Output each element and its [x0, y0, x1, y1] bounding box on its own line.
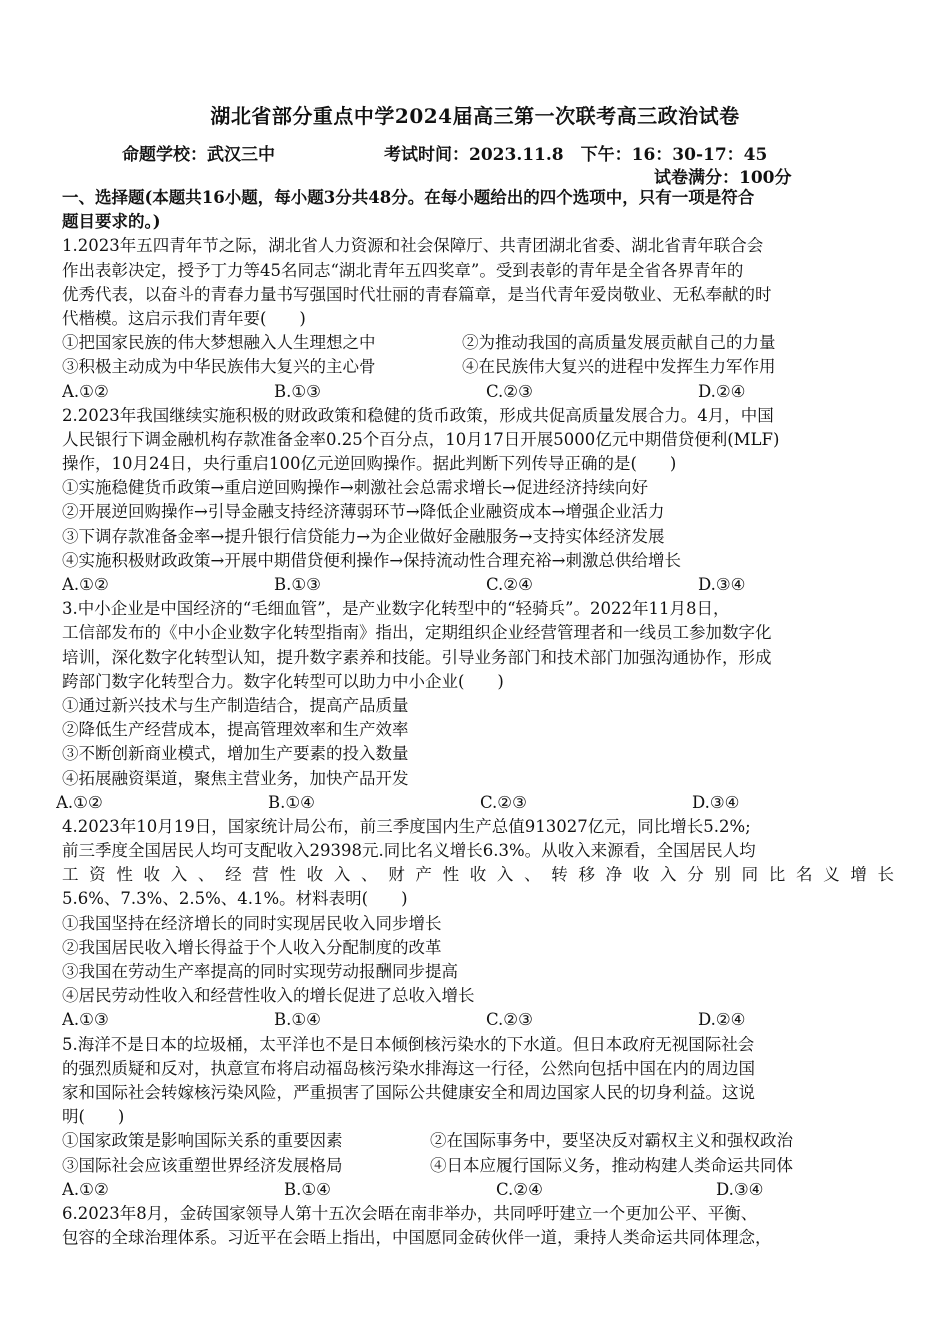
- option-a: A.①②: [62, 575, 109, 594]
- question-6: [62, 1202, 894, 1250]
- exam-content: [56, 186, 894, 1250]
- question-text: 3.中小企业是中国经济的“毛细血管”，是产业数字化转型中的“轻骑兵”。2022年11月8日，: [62, 599, 730, 619]
- statement-4: ④实施积极财政政策→开展中期借贷便利操作→保持流动性合理充裕→刺激总供给增长: [62, 550, 681, 570]
- statement-3: ③我国在劳动生产率提高的同时实现劳动报酬同步提高: [62, 962, 458, 981]
- question-text: 作出表彰决定，授予丁力等45名同志“湖北青年五四奖章”。受到表彰的青年是全省各界青年的: [62, 260, 744, 280]
- exam-score: 试卷满分：100分: [654, 168, 792, 188]
- option-c: C.②④: [486, 575, 533, 594]
- option-a: A.①②: [62, 1179, 109, 1199]
- question-1: [62, 234, 894, 403]
- statement-4: ④日本应履行国际义务，推动构建人类命运共同体: [430, 1155, 793, 1175]
- option-d: D.③④: [698, 575, 746, 594]
- question-2: [62, 404, 894, 598]
- statement-1: ①实施稳健货币政策→重启逆回购操作→刺激社会总需求增长→促进经济持续向好: [62, 478, 648, 498]
- statement-1: ①国家政策是影响国际关系的重要因素: [62, 1131, 343, 1151]
- statement-3: ③下调存款准备金率→提升银行信贷能力→为企业做好金融服务→支持实体经济发展: [62, 526, 665, 546]
- statement-3: ③不断创新商业模式，增加生产要素的投入数量: [62, 744, 409, 764]
- option-a: A.①③: [62, 1010, 109, 1030]
- statement-2: ②我国居民收入增长得益于个人收入分配制度的改革: [62, 937, 442, 957]
- question-text: 优秀代表，以奋斗的青春力量书写强国时代壮丽的青春篇章，是当代青年爱岗敬业、无私奉献的时: [62, 284, 772, 304]
- statement-1: ①通过新兴技术与生产制造结合，提高产品质量: [62, 695, 409, 715]
- option-c: C.②③: [486, 381, 533, 401]
- statement-2: ②在国际事务中，要坚决反对霸权主义和强权政治: [430, 1131, 793, 1151]
- question-text: 家和国际社会转嫁核污染风险，严重损害了国际公共健康安全和周边国家人民的切身利益。这说: [62, 1082, 755, 1102]
- option-a: A.①②: [56, 792, 103, 812]
- statement-4: ④居民劳动性收入和经营性收入的增长促进了总收入增长: [62, 986, 475, 1006]
- option-c: C.②③: [480, 792, 527, 812]
- option-b: B.①③: [274, 575, 321, 594]
- question-text: 6.2023年8月，金砖国家领导人第十五次会晤在南非举办，共同呼吁建立一个更加公平、平衡、: [62, 1203, 758, 1223]
- option-c: C.②④: [496, 1179, 543, 1199]
- option-d: D.③④: [692, 792, 740, 812]
- statement-4: ④在民族伟大复兴的进程中发挥生力军作用: [462, 357, 776, 377]
- question-text: 代楷模。这启示我们青年要( ): [62, 308, 306, 328]
- option-b: B.①③: [274, 381, 321, 401]
- statement-4: ④拓展融资渠道，聚焦主营业务，加快产品开发: [62, 768, 409, 788]
- question-text: 操作，10月24日，央行重启100亿元逆回购操作。据此判断下列传导正确的是( ): [62, 454, 677, 474]
- question-5: [62, 1033, 894, 1202]
- question-text: 5.6%、7.3%、2.5%、4.1%。材料表明( ): [62, 889, 408, 909]
- section-heading: 一、选择题(本题共16小题，每小题3分共48分。在每小题给出的四个选项中，只有一项是符合: [62, 188, 755, 207]
- statement-1: ①我国坚持在经济增长的同时实现居民收入同步增长: [62, 913, 442, 933]
- question-text: 包容的全球治理体系。习近平在会晤上指出，中国愿同金砖伙伴一道，秉持人类命运共同体理念，: [62, 1228, 772, 1248]
- question-text: 人民银行下调金融机构存款准备金率0.25个百分点，10月17日开展5000亿元中期借贷便利(MLF): [62, 429, 780, 449]
- option-b: B.①④: [268, 792, 315, 812]
- question-text: 明( ): [62, 1107, 125, 1127]
- option-d: D.③④: [716, 1179, 764, 1199]
- question-text: 的强烈质疑和反对，执意宣布将启动福岛核污染水排海这一行径，公然向包括中国在内的周边国: [62, 1058, 755, 1078]
- option-b: B.①④: [284, 1179, 331, 1199]
- question-text: 2.2023年我国继续实施积极的财政政策和稳健的货币政策，形成共促高质量发展合力。4月，中国: [62, 405, 774, 425]
- page-title: 湖北省部分重点中学2024届高三第一次联考高三政治试卷: [210, 104, 740, 128]
- exam-school: 命题学校：武汉三中: [122, 145, 275, 165]
- statement-3: ③积极主动成为中华民族伟大复兴的主心骨: [62, 357, 376, 377]
- question-text: 5.海洋不是日本的垃圾桶，太平洋也不是日本倾倒核污染水的下水道。但日本政府无视国际社会: [62, 1034, 755, 1054]
- question-text: 跨部门数字化转型合力。数字化转型可以助力中小企业( ): [62, 671, 504, 691]
- option-a: A.①②: [62, 381, 109, 401]
- question-4: [62, 815, 894, 1033]
- question-text: 工资性收入、经营性收入、财产性收入、转移净收入分别同比名义增长: [62, 865, 894, 885]
- question-text: 工信部发布的《中小企业数字化转型指南》指出，定期组织企业经营管理者和一线员工参加数字化: [62, 623, 772, 643]
- question-text: 1.2023年五四青年节之际，湖北省人力资源和社会保障厅、共青团湖北省委、湖北省青年联合会: [62, 236, 764, 256]
- question-3: [56, 597, 894, 815]
- option-b: B.①④: [274, 1010, 321, 1030]
- question-text: 前三季度全国居民人均可支配收入29398元.同比名义增长6.3%。从收入来源看，全国居民人均: [62, 841, 756, 861]
- statement-2: ②为推动我国的高质量发展贡献自己的力量: [462, 333, 776, 353]
- question-text: 4.2023年10月19日，国家统计局公布，前三季度国内生产总值913027亿元，同比增长5.2%;: [62, 816, 751, 836]
- statement-3: ③国际社会应该重塑世界经济发展格局: [62, 1155, 343, 1175]
- option-c: C.②③: [486, 1010, 533, 1030]
- exam-time: 考试时间：2023.11.8 下午：16：30-17：45: [384, 145, 768, 165]
- section-heading-cont: 题目要求的。): [62, 212, 161, 232]
- statement-2: ②开展逆回购操作→引导金融支持经济薄弱环节→降低企业融资成本→增强企业活力: [62, 502, 665, 522]
- option-d: D.②④: [698, 381, 746, 401]
- question-text: 培训，深化数字化转型认知，提升数字素养和技能。引导业务部门和技术部门加强沟通协作，形成: [62, 647, 772, 667]
- statement-2: ②降低生产经营成本，提高管理效率和生产效率: [62, 720, 409, 740]
- statement-1: ①把国家民族的伟大梦想融入人生理想之中: [62, 333, 376, 353]
- option-d: D.②④: [698, 1010, 746, 1030]
